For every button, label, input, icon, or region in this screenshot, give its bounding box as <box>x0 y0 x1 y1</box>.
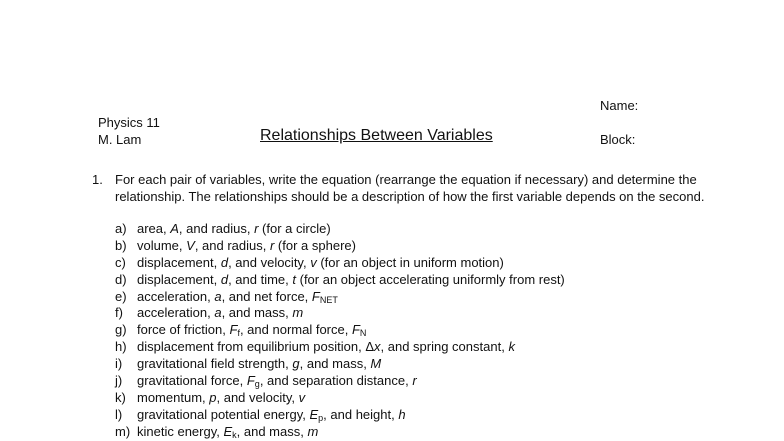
list-item <box>115 389 565 406</box>
list-item <box>115 355 565 372</box>
list-item-label: j) <box>115 373 123 389</box>
variable-symbol: E <box>309 406 319 422</box>
variable-symbol: r <box>254 221 259 236</box>
text-run: gravitational field strength, <box>137 356 293 372</box>
list-item-label: k) <box>115 389 126 405</box>
variable-symbol: v <box>310 254 317 270</box>
list-item <box>115 304 565 321</box>
variable-symbol: k <box>508 339 515 355</box>
text-run: (for a sphere) <box>274 237 356 253</box>
text-run: kinetic energy, <box>137 423 224 439</box>
text-run: , and time, <box>228 271 293 287</box>
variable-symbol: V <box>186 237 195 253</box>
text-run: area, <box>137 221 171 236</box>
variable-symbol: a <box>214 305 222 321</box>
list-item-text <box>137 390 305 405</box>
list-item-label: d) <box>115 271 127 287</box>
text-run: (for a circle) <box>258 221 331 236</box>
text-run: gravitational force, <box>137 373 247 389</box>
text-run: , and height, <box>323 406 399 422</box>
list-item-label: a) <box>115 221 127 236</box>
list-item-label: f) <box>115 305 123 321</box>
variable-symbol: p <box>209 389 217 405</box>
text-run: , and spring constant, <box>380 339 509 355</box>
list-item-label: l) <box>115 406 123 422</box>
variable-symbol: A <box>170 221 179 236</box>
variable-subscript: g <box>254 379 260 390</box>
list-item <box>115 237 565 254</box>
variable-symbol: t <box>292 271 296 287</box>
list-item-text <box>137 305 303 320</box>
variable-symbol: h <box>398 406 406 422</box>
text-run: , and mass, <box>221 305 293 321</box>
list-item-label: g) <box>115 322 127 338</box>
text-run: , and velocity, <box>216 389 299 405</box>
teacher-name: M. Lam <box>98 132 142 147</box>
list-item <box>115 321 565 338</box>
text-run: (for an object in uniform motion) <box>316 254 504 270</box>
list-item <box>115 338 565 355</box>
list-item-label: m) <box>115 423 131 439</box>
text-run: , and radius, <box>194 237 270 253</box>
text-run: , and net force, <box>221 288 312 304</box>
text-run: acceleration, <box>137 288 215 304</box>
list-item-text <box>137 255 504 270</box>
list-item-text <box>137 373 417 388</box>
text-run: , and normal force, <box>239 322 352 338</box>
list-item-text <box>137 272 565 287</box>
variable-symbol: r <box>269 237 275 253</box>
variable-subscript: k <box>232 429 237 440</box>
variable-symbol: d <box>220 271 229 287</box>
list-item-text <box>137 289 338 304</box>
text-run: (for an object accelerating uniformly from rest) <box>296 271 565 287</box>
variable-pairs-list <box>115 220 565 440</box>
variable-subscript: f <box>237 328 240 339</box>
list-item-label: b) <box>115 237 127 253</box>
text-run: acceleration, <box>137 305 215 321</box>
variable-subscript: N <box>359 328 367 339</box>
text-run: , and velocity, <box>228 254 311 270</box>
list-item-label: h) <box>115 339 127 355</box>
list-item-text <box>137 339 515 354</box>
list-item <box>115 406 565 423</box>
text-run: displacement, <box>137 254 221 270</box>
question-number: 1. <box>92 172 103 187</box>
list-item <box>115 288 565 305</box>
block-label: Block: <box>600 132 636 147</box>
text-run: force of friction, <box>137 322 230 338</box>
name-label: Name: <box>600 98 639 113</box>
list-item-text <box>137 356 381 371</box>
variable-symbol: a <box>214 288 222 304</box>
variable-symbol: F <box>246 373 255 389</box>
variable-subscript: NET <box>319 294 338 305</box>
variable-symbol: d <box>220 254 229 270</box>
text-run: gravitational potential energy, <box>137 406 310 422</box>
text-run: displacement, <box>137 271 221 287</box>
text-run: momentum, <box>137 389 210 405</box>
variable-subscript: p <box>318 412 324 423</box>
list-item-text <box>137 221 331 236</box>
variable-symbol: x <box>374 339 381 355</box>
list-item-label: i) <box>115 356 123 372</box>
variable-symbol: F <box>311 288 320 304</box>
variable-symbol: F <box>229 322 238 338</box>
list-item-text <box>137 238 356 253</box>
variable-symbol: F <box>351 322 360 338</box>
text-run: , and radius, <box>178 221 255 236</box>
variable-symbol: m <box>307 423 319 439</box>
list-item-text <box>137 407 406 422</box>
list-item <box>115 271 565 288</box>
question-text: For each pair of variables, write the equation (rearrange the equation if necessary) and determine the relationship. The relationships should be a description of how the first variable depends on the second. <box>115 172 705 204</box>
text-run: , and separation distance, <box>259 373 413 389</box>
list-item <box>115 220 565 237</box>
text-run: , and mass, <box>236 423 308 439</box>
text-run: , and mass, <box>299 356 371 372</box>
variable-symbol: m <box>292 305 304 321</box>
page-title: Relationships Between Variables <box>260 127 493 144</box>
list-item-text <box>137 322 366 337</box>
text-run: volume, <box>137 237 187 253</box>
list-item <box>115 423 565 440</box>
list-item <box>115 372 565 389</box>
variable-symbol: M <box>370 356 382 372</box>
variable-symbol: r <box>412 373 417 389</box>
variable-symbol: g <box>292 356 300 372</box>
list-item <box>115 254 565 271</box>
course-name: Physics 11 <box>98 115 160 130</box>
list-item-label: c) <box>115 254 126 270</box>
list-item-label: e) <box>115 288 127 304</box>
text-run: displacement from equilibrium position, Δ <box>137 339 375 355</box>
variable-symbol: v <box>298 389 306 405</box>
list-item-text <box>137 424 318 439</box>
variable-symbol: E <box>223 423 233 439</box>
